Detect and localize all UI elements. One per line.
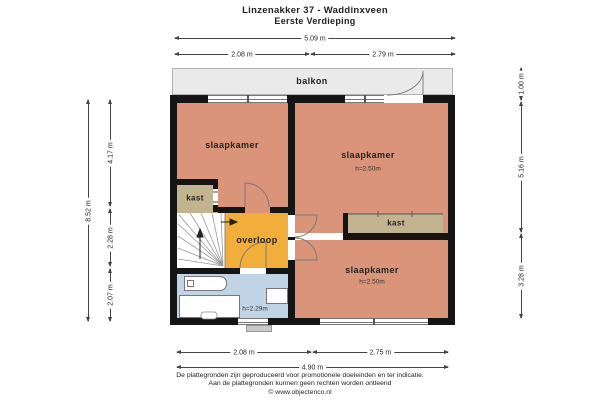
dimension-right-middle: 5.16 m bbox=[521, 102, 522, 232]
balcony-label: balkon bbox=[296, 76, 328, 86]
closet-right-label: kast bbox=[387, 218, 405, 228]
bedroom-bottom-right-height: h=2.50m bbox=[359, 278, 385, 286]
landing-label: overloop bbox=[236, 235, 278, 245]
bedroom-top-right-label: slaapkamer bbox=[341, 150, 395, 160]
wall bbox=[288, 237, 295, 240]
dimension-left-bottom: 2.07 m bbox=[110, 269, 111, 321]
wall bbox=[428, 318, 455, 325]
window-mullion bbox=[373, 318, 375, 325]
wall bbox=[270, 207, 288, 213]
footer-line-2: Aan de plattegronden kunnen geen rechten worden ontleend bbox=[208, 380, 392, 388]
balcony-door-opening bbox=[384, 95, 423, 103]
dimension-bottom-right: 2.75 m bbox=[313, 352, 448, 353]
wall bbox=[287, 95, 345, 103]
bedroom-bottom-right-label: slaapkamer bbox=[345, 265, 399, 275]
dimension-top-left: 2.08 m bbox=[175, 54, 309, 55]
title-line-1: Linzenakker 37 - Waddinxveen bbox=[242, 5, 388, 16]
footer-line-3: © www.objectenco.nl bbox=[268, 389, 332, 397]
wall bbox=[170, 179, 218, 185]
wall bbox=[288, 260, 295, 318]
dimension-left-middle: 2.28 m bbox=[110, 209, 111, 266]
dimension-top-total: 5.09 m bbox=[175, 38, 455, 39]
footer-line-1: De plattegronden zijn geproduceerd voor promotionele doeleinden en ter indicatie. bbox=[176, 371, 424, 379]
wall bbox=[266, 268, 288, 274]
footer-disclaimer bbox=[0, 372, 600, 398]
closet-left-label: kast bbox=[186, 193, 204, 203]
wall bbox=[343, 233, 448, 240]
washbasin bbox=[266, 288, 288, 304]
exterior-vent-block bbox=[246, 325, 272, 332]
wall bbox=[170, 95, 177, 325]
title-line-2: Eerste Verdieping bbox=[274, 16, 356, 26]
wall bbox=[423, 95, 455, 103]
bedroom-top-right-height: h=2.50m bbox=[355, 165, 381, 173]
page-title bbox=[15, 5, 600, 26]
window-mullion bbox=[247, 95, 249, 103]
wall bbox=[170, 318, 238, 325]
dimension-right-balkon: 1.00 m bbox=[521, 68, 522, 100]
shower bbox=[179, 295, 240, 318]
dimension-left-top: 4.17 m bbox=[110, 100, 111, 206]
window bbox=[238, 318, 268, 325]
staircase-area bbox=[177, 213, 225, 268]
closet-left-door-opening bbox=[213, 189, 218, 205]
wall bbox=[170, 95, 208, 103]
dimension-top-right: 2.79 m bbox=[311, 54, 455, 55]
bathtub-faucet bbox=[187, 280, 194, 287]
dimension-left-total: 8.52 m bbox=[88, 100, 89, 321]
dimension-right-bottom: 3.28 m bbox=[521, 234, 522, 318]
wall bbox=[268, 318, 320, 325]
wall bbox=[218, 207, 245, 213]
window-mullion bbox=[364, 95, 366, 103]
bedroom-left-label: slaapkamer bbox=[205, 140, 259, 150]
dimension-bottom-left: 2.08 m bbox=[177, 352, 311, 353]
wall bbox=[448, 95, 455, 325]
wall bbox=[288, 102, 295, 215]
dimension-bottom-total: 4.90 m bbox=[177, 367, 448, 368]
wall bbox=[170, 268, 240, 274]
bathroom-height: h=2.29m bbox=[242, 305, 268, 313]
